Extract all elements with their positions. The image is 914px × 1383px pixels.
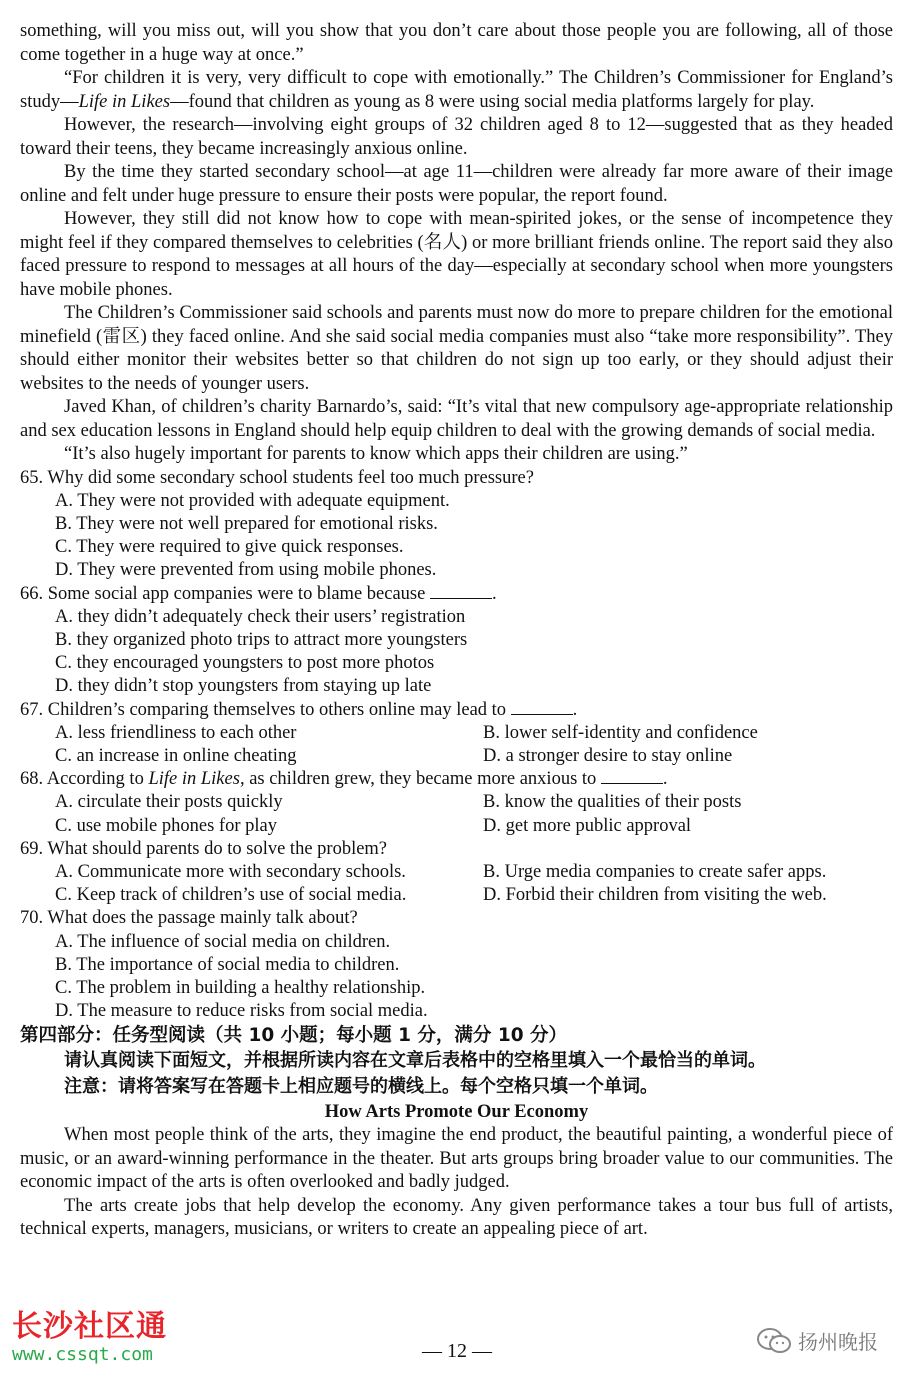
option-c: C. they encouraged youngsters to post more photos <box>55 653 435 674</box>
p2-text-b: —found that children as young as 8 were using social media platforms largely for play. <box>170 91 815 112</box>
stem-text-a: 68. According to <box>20 769 149 790</box>
option-a: A. less friendliness to each other <box>55 722 297 743</box>
option-d: D. The measure to reduce risks from social media. <box>55 1001 428 1022</box>
passage-paragraph-5: However, they still did not know how to cope with mean-spirited jokes, or the sense of incompetence they might feel if they compared themselves to celebrities (名人) or more brilliant friends online. The report said they also faced pressure to respond to messages at all hours of the day—especially at secondary school when more youngsters have mobile phones. <box>20 209 893 300</box>
page-number: — 12 — <box>422 1340 492 1362</box>
wechat-icon <box>756 1327 792 1355</box>
options-row-2 <box>55 884 893 907</box>
watermark-right <box>756 1326 878 1355</box>
stem-study-title: Life in Likes <box>148 769 240 790</box>
option-b: B. lower self-identity and confidence <box>483 722 758 743</box>
option-a: A. they didn’t adequately check their users’ registration <box>55 606 466 627</box>
watermark-source-name: 扬州晚报 <box>798 1330 878 1354</box>
answer-blank <box>601 769 663 784</box>
option-d: D. Forbid their children from visiting the web. <box>483 885 827 906</box>
option-c: C. an increase in online cheating <box>55 745 297 766</box>
passage-paragraph-1: something, will you miss out, will you show that you don’t care about those people you are following, all of those come together in a huge way at once.” <box>20 21 893 65</box>
passage-paragraph-4: By the time they started secondary school—at age 11—children were already far more aware of their image online and felt under huge pressure to ensure their posts were popular, the report found. <box>20 162 893 206</box>
question-66 <box>20 583 893 699</box>
p2-text-a: “For children it is very, very difficult to cope with emotionally.” The Children’s Commissioner for England’s study— <box>20 68 893 112</box>
options-row-1 <box>55 791 893 814</box>
option-d: D. They were prevented from using mobile phones. <box>55 560 437 581</box>
option-c: C. Keep track of children’s use of social media. <box>55 885 407 906</box>
option-c: C. They were required to give quick responses. <box>55 537 404 558</box>
answer-blank <box>430 584 492 599</box>
question-stem <box>20 699 893 722</box>
passage-paragraph-8: “It’s also hugely important for parents to know which apps their children are using.” <box>64 444 688 464</box>
option-c: C. The problem in building a healthy relationship. <box>55 977 426 998</box>
article-paragraph-1: When most people think of the arts, they imagine the end product, the beautiful painting, a wonderful piece of music, or an award-winning performance in the theater. But arts groups bring broader value to our communities. The economic impact of the arts is often overlooked and badly judged. <box>20 1125 893 1193</box>
stem-end: . <box>491 583 497 604</box>
option-d: D. get more public approval <box>483 815 692 836</box>
option-a: A. The influence of social media on children. <box>55 931 391 952</box>
options-row-1 <box>55 722 893 745</box>
option-a: A. Communicate more with secondary schools. <box>55 861 406 882</box>
options-row-1 <box>55 861 893 884</box>
question-stem: 70. What does the passage mainly talk about? <box>20 908 358 929</box>
option-b: B. They were not well prepared for emotional risks. <box>55 513 438 534</box>
answer-blank <box>511 700 573 715</box>
stem-end: . <box>572 699 578 720</box>
options-row-2 <box>55 745 893 768</box>
article-title: How Arts Promote Our Economy <box>324 1102 589 1123</box>
question-stem: 69. What should parents do to solve the problem? <box>20 838 388 859</box>
option-b: B. Urge media companies to create safer apps. <box>483 861 827 882</box>
options-row-2 <box>55 815 893 838</box>
watermark-url: www.cssqt.com <box>12 1344 153 1365</box>
passage-paragraph-6: The Children’s Commissioner said schools and parents must now do more to prepare children for the emotional minefield (雷区) they faced online. And she said social media companies must also “take more responsibility”. They should either monitor their websites better so that children do not sign up too early, or they should adjust their websites to the needs of younger users. <box>20 303 893 394</box>
stem-text-b: , as children grew, they became more anxious to <box>239 769 597 790</box>
part4-heading: 第四部分：任务型阅读（共 10 小题；每小题 1 分，满分 10 分） <box>20 1025 568 1047</box>
option-b: B. The importance of social media to children. <box>55 954 400 975</box>
question-70 <box>20 907 893 1023</box>
passage-paragraph-7: Javed Khan, of children’s charity Barnardo’s, said: “It’s vital that new compulsory age-appropriate relationship and sex education lessons in England should help equip children to deal with the growing demands of social media. <box>20 397 893 441</box>
watermark-brand-text: 长沙社区通 <box>12 1309 167 1344</box>
question-69 <box>20 838 893 908</box>
question-67 <box>20 699 893 769</box>
question-65 <box>20 467 893 583</box>
part4-instruction-1: 请认真阅读下面短文，并根据所读内容在文章后表格中的空格里填入一个最恰当的单词。 <box>64 1050 766 1072</box>
option-c: C. use mobile phones for play <box>55 815 277 836</box>
option-d: D. a stronger desire to stay online <box>483 745 733 766</box>
option-d: D. they didn’t stop youngsters from staying up late <box>55 676 432 697</box>
passage-paragraph-2 <box>20 67 893 114</box>
question-stem <box>20 768 893 791</box>
option-b: B. know the qualities of their posts <box>483 792 742 813</box>
passage-paragraph-3: However, the research—involving eight groups of 32 children aged 8 to 12—suggested that as they headed toward their teens, they became increasingly anxious online. <box>20 115 893 159</box>
study-title: Life in Likes <box>78 91 171 112</box>
part4-instruction-2: 注意：请将答案写在答题卡上相应题号的横线上。每个空格只填一个单词。 <box>64 1076 658 1098</box>
stem-end: . <box>662 769 668 790</box>
question-stem <box>20 583 893 606</box>
article-paragraph-2: The arts create jobs that help develop the economy. Any given performance takes a tour bus full of artists, technical experts, managers, musicians, or writers to create an appealing piece of art. <box>20 1195 893 1240</box>
exam-page <box>20 20 893 1242</box>
question-stem: 65. Why did some secondary school students feel too much pressure? <box>20 467 534 488</box>
question-68 <box>20 768 893 838</box>
option-b: B. they organized photo trips to attract more youngsters <box>55 629 468 650</box>
option-a: A. circulate their posts quickly <box>55 792 283 813</box>
option-a: A. They were not provided with adequate equipment. <box>55 490 450 511</box>
stem-text: 66. Some social app companies were to blame because <box>20 583 426 604</box>
stem-text: 67. Children’s comparing themselves to others online may lead to <box>20 699 507 720</box>
